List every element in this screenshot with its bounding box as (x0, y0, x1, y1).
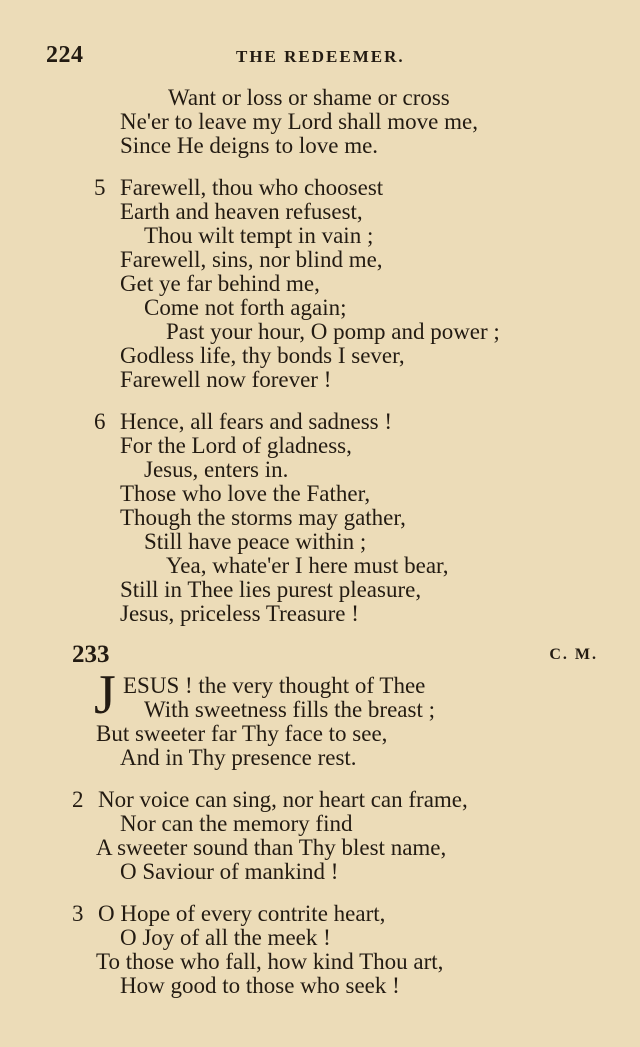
verse-number: 5 (94, 175, 106, 200)
hymn-line: And in Thy presence rest. (120, 745, 357, 770)
hymn-meter: C. M. (549, 646, 598, 663)
hymn-line: Thou wilt tempt in vain ; (144, 223, 374, 248)
page-number: 224 (46, 42, 84, 68)
hymn-line: With sweetness fills the breast ; (144, 697, 435, 722)
hymn-line: O Joy of all the meek ! (120, 925, 331, 950)
hymn-line: Though the storms may gather, (120, 505, 406, 530)
drop-cap: J (94, 664, 116, 726)
hymn-line: Godless life, thy bonds I sever, (120, 343, 405, 368)
hymn-line: Still have peace within ; (144, 529, 367, 554)
hymn-line: Jesus, enters in. (144, 457, 289, 482)
hymn-line: How good to those who seek ! (120, 973, 400, 998)
hymn-line: O Saviour of mankind ! (120, 859, 339, 884)
hymn-number: 233 (72, 641, 110, 668)
hymn-line: ESUS ! the very thought of Thee (123, 673, 426, 698)
hymn-line: For the Lord of gladness, (120, 433, 352, 458)
hymn-line: To those who fall, how kind Thou art, (96, 949, 444, 974)
verse-number: 6 (94, 409, 106, 434)
hymn-line: Jesus, priceless Treasure ! (120, 601, 359, 626)
running-title: THE REDEEMER. (236, 47, 405, 66)
page-header (46, 42, 600, 72)
hymn-line: Past your hour, O pomp and power ; (166, 319, 500, 344)
hymn-line: Nor can the memory find (120, 811, 353, 836)
hymn-line: Since He deigns to love me. (120, 133, 379, 158)
hymn-line: O Hope of every contrite heart, (98, 901, 386, 926)
hymn-line: Yea, whate'er I here must bear, (166, 553, 449, 578)
hymn-line: Nor voice can sing, nor heart can frame, (98, 787, 468, 812)
hymn-line: Earth and heaven refusest, (120, 199, 363, 224)
hymn-line: Hence, all fears and sadness ! (120, 409, 393, 434)
hymn-line: Farewell now forever ! (120, 367, 332, 392)
hymn-line: Get ye far behind me, (120, 271, 320, 296)
hymn-line: Farewell, thou who choosest (120, 175, 384, 200)
verse-number: 2 (72, 787, 84, 812)
hymn-line: Still in Thee lies purest pleasure, (120, 577, 422, 602)
hymn-line: Come not forth again; (144, 295, 347, 320)
hymn-line: Want or loss or shame or cross (168, 85, 450, 110)
hymn-line: Farewell, sins, nor blind me, (120, 247, 383, 272)
hymn-line: Those who love the Father, (120, 481, 371, 506)
hymn-line: Ne'er to leave my Lord shall move me, (120, 109, 478, 134)
hymn-line: But sweeter far Thy face to see, (96, 721, 388, 746)
verse-number: 3 (72, 901, 84, 926)
hymn-line: A sweeter sound than Thy blest name, (96, 835, 447, 860)
